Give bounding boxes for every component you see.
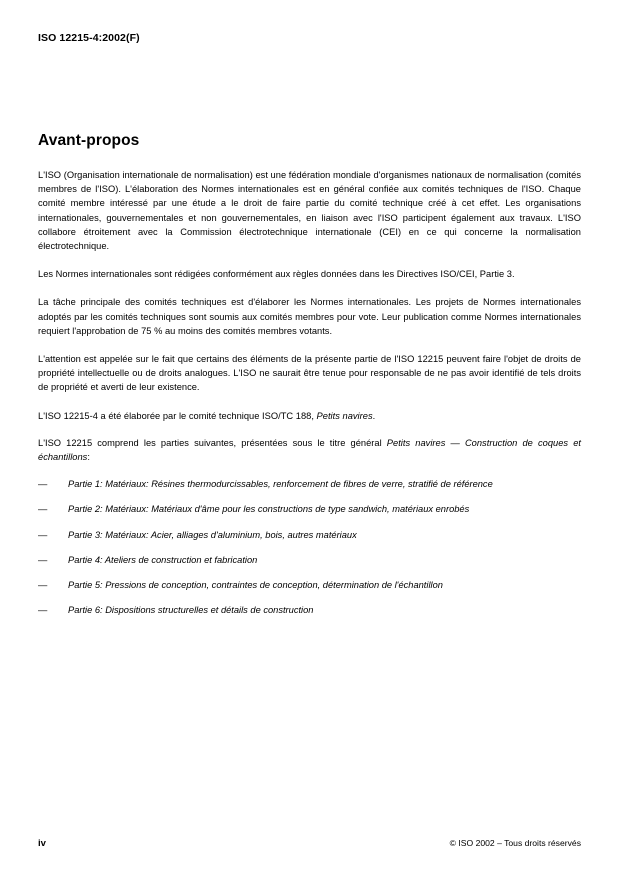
list-item-label: Partie 5: Pressions de conception, contraintes de conception, détermination de l'échantillon <box>68 580 443 591</box>
committee-tail-text: . <box>372 410 376 421</box>
list-item <box>38 553 581 567</box>
running-header: ISO 12215-4:2002(F) <box>38 32 140 44</box>
list-item-label: Partie 3: Matériaux: Acier, alliages d'aluminium, bois, autres matériaux <box>68 529 357 540</box>
committee-italic-title: Petits navires <box>316 410 373 421</box>
list-item-label: Partie 6: Dispositions structurelles et détails de construction <box>68 605 314 616</box>
parts-intro-paragraph <box>38 436 581 464</box>
document-body <box>38 132 581 628</box>
list-item <box>38 502 581 516</box>
list-item-label: Partie 1: Matériaux: Résines thermodurcissables, renforcement de fibres de verre, stratifié de référence <box>68 479 493 490</box>
list-item <box>38 603 581 617</box>
paragraph-3: La tâche principale des comités techniques est d'élaborer les Normes internationales. Les projets de Normes internationales adoptés par les comités techniques sont soumis aux comités membres pour vote. Leur publication comme Normes internationales requiert l'approbation de 75 % au moins des comités membres votants. <box>38 297 581 336</box>
em-dash-bullet-icon: — <box>38 605 48 616</box>
parts-list <box>38 477 581 617</box>
paragraph-2: Les Normes internationales sont rédigées conformément aux règles données dans les Directives ISO/CEI, Partie 3. <box>38 269 515 280</box>
parts-intro-tail-text: : <box>87 452 90 463</box>
page-number: iv <box>38 838 46 849</box>
list-item-label: Partie 4: Ateliers de construction et fabrication <box>68 554 258 565</box>
list-item <box>38 578 581 592</box>
paragraph-1: L'ISO (Organisation internationale de normalisation) est une fédération mondiale d'organismes nationaux de normalisation (comités membres de l'ISO). L'élaboration des Normes internationales est en général confiée aux comités techniques de l'ISO. Chaque comité membre intéressé par une étude a le droit de faire partie du comité technique créé à cet effet. Les organisations internationales, gouvernementales et non gouvernementales, en liaison avec l'ISO participent également aux travaux. L'ISO collabore étroitement avec la Commission électrotechnique internationale (CEI) en ce qui concerne la normalisation électrotechnique. <box>38 170 581 252</box>
em-dash-bullet-icon: — <box>38 529 48 540</box>
parts-intro-lead-text: L'ISO 12215 comprend les parties suivantes, présentées sous le titre général <box>38 437 387 448</box>
em-dash-bullet-icon: — <box>38 580 48 591</box>
parts-intro-italic-title: Petits navires — Construction de coques et échantillons <box>38 437 581 463</box>
list-item-label: Partie 2: Matériaux: Matériaux d'âme pour les constructions de type sandwich, matériaux enrobés <box>68 504 470 515</box>
page-title: Avant-propos <box>38 132 140 149</box>
copyright-notice: © ISO 2002 – Tous droits réservés <box>449 838 581 848</box>
list-item <box>38 528 581 542</box>
list-item <box>38 477 581 491</box>
em-dash-bullet-icon: — <box>38 504 48 515</box>
page-footer <box>38 838 581 849</box>
em-dash-bullet-icon: — <box>38 479 48 490</box>
paragraph-4: L'attention est appelée sur le fait que certains des éléments de la présente partie de l'ISO 12215 peuvent faire l'objet de droits de propriété intellectuelle ou de droits analogues. L'ISO ne saurait être tenue pour responsable de ne pas avoir identifié de tels droits de propriété et averti de leur existence. <box>38 354 581 393</box>
committee-lead-text: L'ISO 12215-4 a été élaborée par le comité technique ISO/TC 188, <box>38 410 317 421</box>
em-dash-bullet-icon: — <box>38 554 48 565</box>
committee-paragraph <box>38 409 581 423</box>
